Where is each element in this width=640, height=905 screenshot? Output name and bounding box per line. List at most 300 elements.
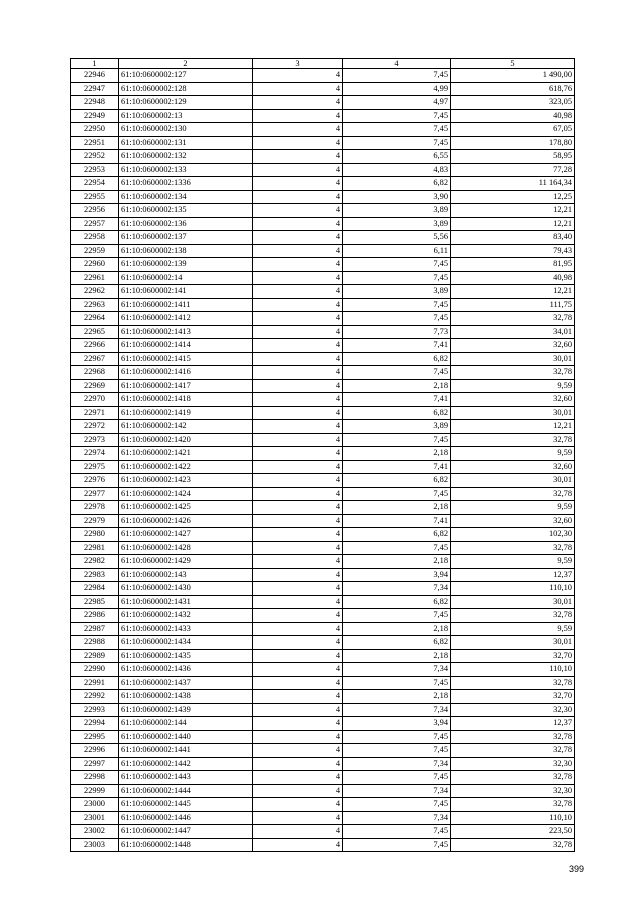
column-3-cell: 4 bbox=[253, 649, 343, 663]
cadastral-number-cell: 61:10:0600002:133 bbox=[119, 163, 253, 177]
column-3-cell: 4 bbox=[253, 447, 343, 461]
cadastral-number-cell: 61:10:0600002:1426 bbox=[119, 514, 253, 528]
row-number-cell: 22968 bbox=[71, 366, 119, 380]
column-3-cell: 4 bbox=[253, 676, 343, 690]
cadastral-number-cell: 61:10:0600002:1439 bbox=[119, 703, 253, 717]
column-3-cell: 4 bbox=[253, 595, 343, 609]
column-3-cell: 4 bbox=[253, 757, 343, 771]
column-3-cell: 4 bbox=[253, 204, 343, 218]
column-5-cell: 9,59 bbox=[451, 501, 575, 515]
column-3-cell: 4 bbox=[253, 366, 343, 380]
cadastral-number-cell: 61:10:0600002:1444 bbox=[119, 784, 253, 798]
column-5-cell: 9,59 bbox=[451, 622, 575, 636]
column-5-cell: 58,95 bbox=[451, 150, 575, 164]
column-5-cell: 1 490,00 bbox=[451, 69, 575, 83]
column-5-cell: 30,01 bbox=[451, 352, 575, 366]
table-row bbox=[71, 703, 575, 717]
column-5-cell: 32,78 bbox=[451, 838, 575, 852]
column-4-cell: 7,45 bbox=[343, 676, 451, 690]
cadastral-number-cell: 61:10:0600002:1423 bbox=[119, 474, 253, 488]
table-row bbox=[71, 460, 575, 474]
column-4-cell: 7,34 bbox=[343, 663, 451, 677]
row-number-cell: 22981 bbox=[71, 541, 119, 555]
table-row bbox=[71, 150, 575, 164]
row-number-cell: 22987 bbox=[71, 622, 119, 636]
row-number-cell: 22961 bbox=[71, 271, 119, 285]
row-number-cell: 22976 bbox=[71, 474, 119, 488]
cadastral-number-cell: 61:10:0600002:138 bbox=[119, 244, 253, 258]
column-4-cell: 6,82 bbox=[343, 528, 451, 542]
column-3-cell: 4 bbox=[253, 730, 343, 744]
table-row bbox=[71, 244, 575, 258]
row-number-cell: 22949 bbox=[71, 109, 119, 123]
column-3-cell: 4 bbox=[253, 690, 343, 704]
row-number-cell: 22955 bbox=[71, 190, 119, 204]
column-4-cell: 6,82 bbox=[343, 177, 451, 191]
cadastral-number-cell: 61:10:0600002:131 bbox=[119, 136, 253, 150]
table-row bbox=[71, 433, 575, 447]
column-header: 2 bbox=[119, 59, 253, 69]
cadastral-number-cell: 61:10:0600002:1436 bbox=[119, 663, 253, 677]
column-4-cell: 3,89 bbox=[343, 420, 451, 434]
row-number-cell: 22967 bbox=[71, 352, 119, 366]
column-5-cell: 32,78 bbox=[451, 541, 575, 555]
column-4-cell: 7,45 bbox=[343, 109, 451, 123]
table-row bbox=[71, 285, 575, 299]
cadastral-number-cell: 61:10:0600002:1412 bbox=[119, 312, 253, 326]
column-3-cell: 4 bbox=[253, 528, 343, 542]
table-row bbox=[71, 771, 575, 785]
row-number-cell: 22953 bbox=[71, 163, 119, 177]
column-5-cell: 32,78 bbox=[451, 730, 575, 744]
row-number-cell: 23000 bbox=[71, 798, 119, 812]
cadastral-number-cell: 61:10:0600002:1431 bbox=[119, 595, 253, 609]
column-3-cell: 4 bbox=[253, 312, 343, 326]
column-4-cell: 7,41 bbox=[343, 514, 451, 528]
column-4-cell: 3,94 bbox=[343, 568, 451, 582]
column-5-cell: 40,98 bbox=[451, 271, 575, 285]
row-number-cell: 22962 bbox=[71, 285, 119, 299]
column-5-cell: 9,59 bbox=[451, 555, 575, 569]
column-4-cell: 7,41 bbox=[343, 339, 451, 353]
column-3-cell: 4 bbox=[253, 541, 343, 555]
column-4-cell: 7,45 bbox=[343, 433, 451, 447]
column-3-cell: 4 bbox=[253, 393, 343, 407]
table-row bbox=[71, 366, 575, 380]
column-5-cell: 110,10 bbox=[451, 811, 575, 825]
table-row bbox=[71, 163, 575, 177]
column-4-cell: 7,45 bbox=[343, 798, 451, 812]
column-header: 5 bbox=[451, 59, 575, 69]
column-3-cell: 4 bbox=[253, 474, 343, 488]
table-row bbox=[71, 528, 575, 542]
table-row bbox=[71, 784, 575, 798]
column-5-cell: 79,43 bbox=[451, 244, 575, 258]
column-4-cell: 7,45 bbox=[343, 838, 451, 852]
column-4-cell: 2,18 bbox=[343, 622, 451, 636]
row-number-cell: 22951 bbox=[71, 136, 119, 150]
table-row bbox=[71, 298, 575, 312]
cadastral-number-cell: 61:10:0600002:1336 bbox=[119, 177, 253, 191]
column-5-cell: 12,21 bbox=[451, 217, 575, 231]
column-5-cell: 32,70 bbox=[451, 649, 575, 663]
column-3-cell: 4 bbox=[253, 798, 343, 812]
column-5-cell: 110,10 bbox=[451, 582, 575, 596]
row-number-cell: 22995 bbox=[71, 730, 119, 744]
cadastral-number-cell: 61:10:0600002:1443 bbox=[119, 771, 253, 785]
column-5-cell: 77,28 bbox=[451, 163, 575, 177]
column-4-cell: 3,89 bbox=[343, 204, 451, 218]
table-row bbox=[71, 96, 575, 110]
row-number-cell: 22972 bbox=[71, 420, 119, 434]
row-number-cell: 22978 bbox=[71, 501, 119, 515]
row-number-cell: 22965 bbox=[71, 325, 119, 339]
column-5-cell: 12,37 bbox=[451, 717, 575, 731]
column-5-cell: 32,78 bbox=[451, 487, 575, 501]
column-3-cell: 4 bbox=[253, 258, 343, 272]
column-5-cell: 9,59 bbox=[451, 447, 575, 461]
row-number-cell: 22971 bbox=[71, 406, 119, 420]
row-number-cell: 22994 bbox=[71, 717, 119, 731]
column-3-cell: 4 bbox=[253, 487, 343, 501]
row-number-cell: 22984 bbox=[71, 582, 119, 596]
column-3-cell: 4 bbox=[253, 271, 343, 285]
column-5-cell: 32,78 bbox=[451, 433, 575, 447]
column-4-cell: 4,83 bbox=[343, 163, 451, 177]
row-number-cell: 22950 bbox=[71, 123, 119, 137]
column-4-cell: 6,55 bbox=[343, 150, 451, 164]
column-4-cell: 6,82 bbox=[343, 474, 451, 488]
column-5-cell: 323,05 bbox=[451, 96, 575, 110]
column-5-cell: 32,78 bbox=[451, 798, 575, 812]
row-number-cell: 22990 bbox=[71, 663, 119, 677]
cadastral-number-cell: 61:10:0600002:1425 bbox=[119, 501, 253, 515]
cadastral-number-cell: 61:10:0600002:127 bbox=[119, 69, 253, 83]
column-4-cell: 7,73 bbox=[343, 325, 451, 339]
column-3-cell: 4 bbox=[253, 460, 343, 474]
row-number-cell: 22985 bbox=[71, 595, 119, 609]
cadastral-number-cell: 61:10:0600002:144 bbox=[119, 717, 253, 731]
table-row bbox=[71, 312, 575, 326]
table-row bbox=[71, 123, 575, 137]
cadastral-number-cell: 61:10:0600002:1434 bbox=[119, 636, 253, 650]
column-4-cell: 7,34 bbox=[343, 757, 451, 771]
table-row bbox=[71, 339, 575, 353]
column-4-cell: 7,45 bbox=[343, 487, 451, 501]
column-5-cell: 12,37 bbox=[451, 568, 575, 582]
column-3-cell: 4 bbox=[253, 82, 343, 96]
row-number-cell: 22979 bbox=[71, 514, 119, 528]
column-5-cell: 30,01 bbox=[451, 595, 575, 609]
column-3-cell: 4 bbox=[253, 501, 343, 515]
table-row bbox=[71, 136, 575, 150]
column-4-cell: 7,45 bbox=[343, 771, 451, 785]
cadastral-number-cell: 61:10:0600002:1428 bbox=[119, 541, 253, 555]
column-3-cell: 4 bbox=[253, 825, 343, 839]
column-4-cell: 4,97 bbox=[343, 96, 451, 110]
row-number-cell: 22974 bbox=[71, 447, 119, 461]
column-4-cell: 7,45 bbox=[343, 825, 451, 839]
row-number-cell: 22998 bbox=[71, 771, 119, 785]
column-5-cell: 12,21 bbox=[451, 285, 575, 299]
column-5-cell: 67,05 bbox=[451, 123, 575, 137]
cadastral-number-cell: 61:10:0600002:128 bbox=[119, 82, 253, 96]
table-row bbox=[71, 622, 575, 636]
row-number-cell: 22959 bbox=[71, 244, 119, 258]
table-row bbox=[71, 474, 575, 488]
table-row bbox=[71, 69, 575, 83]
column-3-cell: 4 bbox=[253, 285, 343, 299]
column-4-cell: 7,41 bbox=[343, 393, 451, 407]
column-3-cell: 4 bbox=[253, 514, 343, 528]
table-row bbox=[71, 717, 575, 731]
column-4-cell: 3,89 bbox=[343, 217, 451, 231]
column-5-cell: 30,01 bbox=[451, 406, 575, 420]
column-5-cell: 618,76 bbox=[451, 82, 575, 96]
column-4-cell: 2,18 bbox=[343, 379, 451, 393]
row-number-cell: 22983 bbox=[71, 568, 119, 582]
row-number-cell: 22954 bbox=[71, 177, 119, 191]
cadastral-number-cell: 61:10:0600002:1411 bbox=[119, 298, 253, 312]
column-3-cell: 4 bbox=[253, 244, 343, 258]
row-number-cell: 22958 bbox=[71, 231, 119, 245]
table-row bbox=[71, 838, 575, 852]
column-4-cell: 6,11 bbox=[343, 244, 451, 258]
table-row bbox=[71, 217, 575, 231]
column-3-cell: 4 bbox=[253, 609, 343, 623]
column-4-cell: 7,45 bbox=[343, 744, 451, 758]
column-5-cell: 32,78 bbox=[451, 771, 575, 785]
column-3-cell: 4 bbox=[253, 379, 343, 393]
column-4-cell: 7,45 bbox=[343, 271, 451, 285]
cadastral-number-cell: 61:10:0600002:14 bbox=[119, 271, 253, 285]
column-4-cell: 6,82 bbox=[343, 636, 451, 650]
column-5-cell: 11 164,34 bbox=[451, 177, 575, 191]
column-4-cell: 6,82 bbox=[343, 595, 451, 609]
column-header: 3 bbox=[253, 59, 343, 69]
column-3-cell: 4 bbox=[253, 771, 343, 785]
cadastral-number-cell: 61:10:0600002:1437 bbox=[119, 676, 253, 690]
cadastral-number-cell: 61:10:0600002:1413 bbox=[119, 325, 253, 339]
table-row bbox=[71, 271, 575, 285]
cadastral-number-cell: 61:10:0600002:142 bbox=[119, 420, 253, 434]
row-number-cell: 22989 bbox=[71, 649, 119, 663]
column-4-cell: 7,45 bbox=[343, 136, 451, 150]
row-number-cell: 22966 bbox=[71, 339, 119, 353]
cadastral-number-cell: 61:10:0600002:130 bbox=[119, 123, 253, 137]
cadastral-number-cell: 61:10:0600002:132 bbox=[119, 150, 253, 164]
column-4-cell: 6,82 bbox=[343, 406, 451, 420]
header-row bbox=[71, 59, 575, 69]
table-row bbox=[71, 636, 575, 650]
column-3-cell: 4 bbox=[253, 811, 343, 825]
cadastral-number-cell: 61:10:0600002:1440 bbox=[119, 730, 253, 744]
column-5-cell: 12,21 bbox=[451, 204, 575, 218]
row-number-cell: 22997 bbox=[71, 757, 119, 771]
column-5-cell: 32,78 bbox=[451, 676, 575, 690]
cadastral-number-cell: 61:10:0600002:1418 bbox=[119, 393, 253, 407]
column-4-cell: 2,18 bbox=[343, 690, 451, 704]
column-3-cell: 4 bbox=[253, 433, 343, 447]
column-4-cell: 7,45 bbox=[343, 123, 451, 137]
cadastral-number-cell: 61:10:0600002:1422 bbox=[119, 460, 253, 474]
column-5-cell: 32,60 bbox=[451, 460, 575, 474]
column-5-cell: 32,78 bbox=[451, 609, 575, 623]
cadastral-number-cell: 61:10:0600002:1415 bbox=[119, 352, 253, 366]
row-number-cell: 22946 bbox=[71, 69, 119, 83]
column-3-cell: 4 bbox=[253, 339, 343, 353]
column-4-cell: 7,34 bbox=[343, 784, 451, 798]
column-3-cell: 4 bbox=[253, 136, 343, 150]
row-number-cell: 22970 bbox=[71, 393, 119, 407]
column-3-cell: 4 bbox=[253, 352, 343, 366]
table-row bbox=[71, 555, 575, 569]
table-row bbox=[71, 501, 575, 515]
table-row bbox=[71, 730, 575, 744]
row-number-cell: 22996 bbox=[71, 744, 119, 758]
cadastral-number-cell: 61:10:0600002:1429 bbox=[119, 555, 253, 569]
column-4-cell: 3,89 bbox=[343, 285, 451, 299]
cadastral-number-cell: 61:10:0600002:1416 bbox=[119, 366, 253, 380]
row-number-cell: 22980 bbox=[71, 528, 119, 542]
column-5-cell: 32,78 bbox=[451, 312, 575, 326]
column-3-cell: 4 bbox=[253, 109, 343, 123]
table-row bbox=[71, 568, 575, 582]
column-4-cell: 4,99 bbox=[343, 82, 451, 96]
cadastral-number-cell: 61:10:0600002:1427 bbox=[119, 528, 253, 542]
column-5-cell: 9,59 bbox=[451, 379, 575, 393]
column-3-cell: 4 bbox=[253, 838, 343, 852]
table-row bbox=[71, 609, 575, 623]
cadastral-number-cell: 61:10:0600002:137 bbox=[119, 231, 253, 245]
cadastral-number-cell: 61:10:0600002:1448 bbox=[119, 838, 253, 852]
column-4-cell: 7,45 bbox=[343, 541, 451, 555]
row-number-cell: 22993 bbox=[71, 703, 119, 717]
column-4-cell: 7,34 bbox=[343, 811, 451, 825]
column-3-cell: 4 bbox=[253, 150, 343, 164]
column-3-cell: 4 bbox=[253, 555, 343, 569]
column-5-cell: 83,40 bbox=[451, 231, 575, 245]
column-5-cell: 102,30 bbox=[451, 528, 575, 542]
column-5-cell: 32,78 bbox=[451, 366, 575, 380]
column-3-cell: 4 bbox=[253, 231, 343, 245]
column-4-cell: 2,18 bbox=[343, 649, 451, 663]
row-number-cell: 22986 bbox=[71, 609, 119, 623]
column-5-cell: 32,60 bbox=[451, 393, 575, 407]
table-row bbox=[71, 514, 575, 528]
cadastral-number-cell: 61:10:0600002:1432 bbox=[119, 609, 253, 623]
column-3-cell: 4 bbox=[253, 717, 343, 731]
row-number-cell: 22988 bbox=[71, 636, 119, 650]
column-4-cell: 3,90 bbox=[343, 190, 451, 204]
column-4-cell: 7,45 bbox=[343, 298, 451, 312]
cadastral-number-cell: 61:10:0600002:1414 bbox=[119, 339, 253, 353]
cadastral-number-cell: 61:10:0600002:1433 bbox=[119, 622, 253, 636]
column-5-cell: 32,30 bbox=[451, 757, 575, 771]
column-4-cell: 7,41 bbox=[343, 460, 451, 474]
column-5-cell: 40,98 bbox=[451, 109, 575, 123]
table-row bbox=[71, 352, 575, 366]
row-number-cell: 22991 bbox=[71, 676, 119, 690]
column-3-cell: 4 bbox=[253, 69, 343, 83]
column-4-cell: 5,56 bbox=[343, 231, 451, 245]
cadastral-number-cell: 61:10:0600002:1424 bbox=[119, 487, 253, 501]
column-5-cell: 32,60 bbox=[451, 339, 575, 353]
column-3-cell: 4 bbox=[253, 123, 343, 137]
table-row bbox=[71, 798, 575, 812]
cadastral-number-cell: 61:10:0600002:139 bbox=[119, 258, 253, 272]
table-row bbox=[71, 204, 575, 218]
table-row bbox=[71, 420, 575, 434]
cadastral-number-cell: 61:10:0600002:143 bbox=[119, 568, 253, 582]
column-5-cell: 32,30 bbox=[451, 784, 575, 798]
table-row bbox=[71, 676, 575, 690]
column-3-cell: 4 bbox=[253, 96, 343, 110]
table-row bbox=[71, 541, 575, 555]
cadastral-number-cell: 61:10:0600002:1438 bbox=[119, 690, 253, 704]
row-number-cell: 22957 bbox=[71, 217, 119, 231]
column-3-cell: 4 bbox=[253, 217, 343, 231]
cadastral-number-cell: 61:10:0600002:1417 bbox=[119, 379, 253, 393]
row-number-cell: 22964 bbox=[71, 312, 119, 326]
cadastral-number-cell: 61:10:0600002:1435 bbox=[119, 649, 253, 663]
table-row bbox=[71, 487, 575, 501]
column-4-cell: 7,45 bbox=[343, 730, 451, 744]
column-4-cell: 2,18 bbox=[343, 555, 451, 569]
column-4-cell: 2,18 bbox=[343, 501, 451, 515]
table-row bbox=[71, 393, 575, 407]
cadastral-number-cell: 61:10:0600002:135 bbox=[119, 204, 253, 218]
cadastral-number-cell: 61:10:0600002:136 bbox=[119, 217, 253, 231]
cadastral-number-cell: 61:10:0600002:129 bbox=[119, 96, 253, 110]
row-number-cell: 23001 bbox=[71, 811, 119, 825]
cadastral-number-cell: 61:10:0600002:1447 bbox=[119, 825, 253, 839]
row-number-cell: 22982 bbox=[71, 555, 119, 569]
table-row bbox=[71, 663, 575, 677]
column-5-cell: 34,01 bbox=[451, 325, 575, 339]
cadastral-number-cell: 61:10:0600002:1445 bbox=[119, 798, 253, 812]
row-number-cell: 22963 bbox=[71, 298, 119, 312]
row-number-cell: 22999 bbox=[71, 784, 119, 798]
column-3-cell: 4 bbox=[253, 163, 343, 177]
table-row bbox=[71, 595, 575, 609]
table-row bbox=[71, 447, 575, 461]
table-row bbox=[71, 379, 575, 393]
table-row bbox=[71, 231, 575, 245]
column-5-cell: 81,95 bbox=[451, 258, 575, 272]
table-row bbox=[71, 825, 575, 839]
row-number-cell: 22992 bbox=[71, 690, 119, 704]
cadastral-number-cell: 61:10:0600002:141 bbox=[119, 285, 253, 299]
page-number: 399 bbox=[568, 864, 584, 874]
cadastral-number-cell: 61:10:0600002:13 bbox=[119, 109, 253, 123]
column-3-cell: 4 bbox=[253, 663, 343, 677]
column-5-cell: 32,70 bbox=[451, 690, 575, 704]
cadastral-number-cell: 61:10:0600002:1446 bbox=[119, 811, 253, 825]
cadastral-number-cell: 61:10:0600002:134 bbox=[119, 190, 253, 204]
column-5-cell: 32,78 bbox=[451, 744, 575, 758]
column-4-cell: 3,94 bbox=[343, 717, 451, 731]
column-4-cell: 7,34 bbox=[343, 582, 451, 596]
column-3-cell: 4 bbox=[253, 177, 343, 191]
column-3-cell: 4 bbox=[253, 420, 343, 434]
table-row bbox=[71, 406, 575, 420]
row-number-cell: 22975 bbox=[71, 460, 119, 474]
cadastral-number-cell: 61:10:0600002:1419 bbox=[119, 406, 253, 420]
column-3-cell: 4 bbox=[253, 582, 343, 596]
table-row bbox=[71, 811, 575, 825]
column-3-cell: 4 bbox=[253, 298, 343, 312]
